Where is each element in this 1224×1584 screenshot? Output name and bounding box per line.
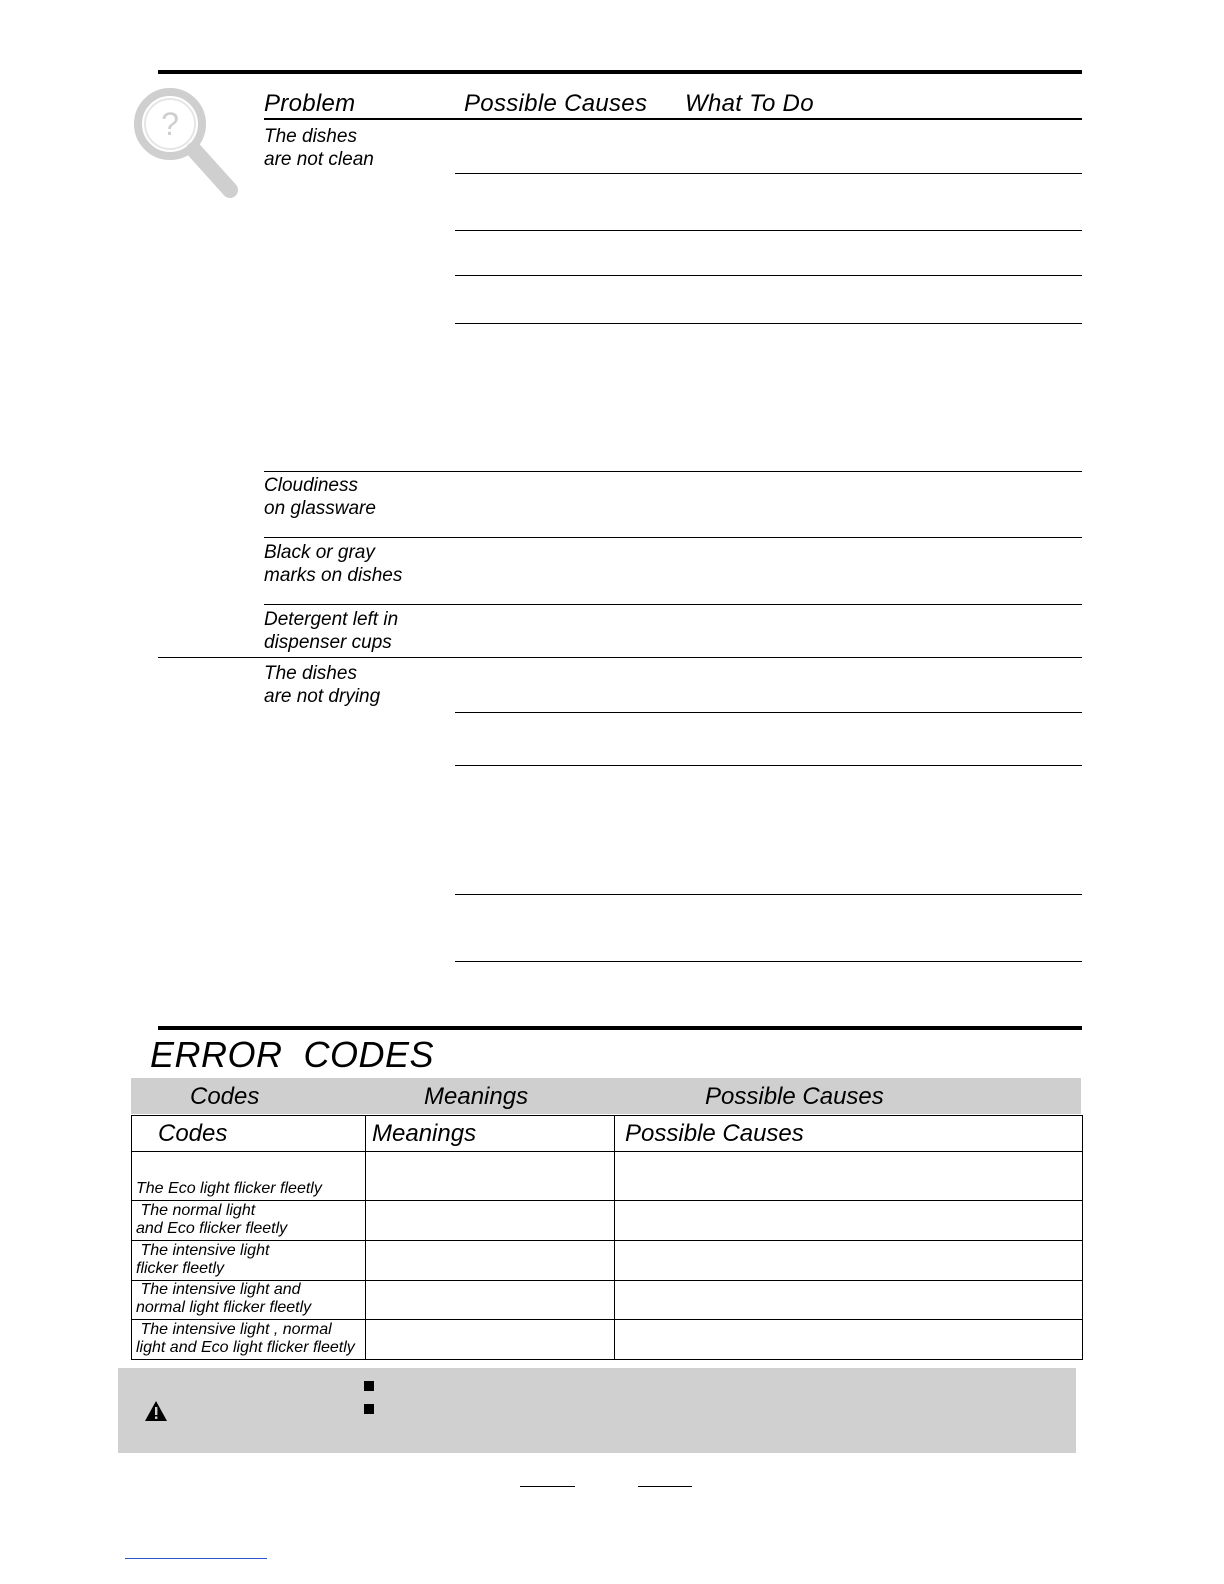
row-divider bbox=[455, 961, 1082, 962]
row-divider bbox=[455, 323, 1082, 324]
meaning-cell bbox=[366, 1320, 615, 1360]
code-cell: The intensive light and normal light flicker fleetly bbox=[132, 1281, 366, 1320]
row-divider bbox=[455, 230, 1082, 231]
table-row bbox=[132, 1320, 1083, 1360]
cause-cell bbox=[615, 1152, 1083, 1201]
top-rule bbox=[158, 70, 1082, 74]
cause-cell bbox=[615, 1201, 1083, 1241]
problem-dishes-not-clean: The dishes are not clean bbox=[264, 126, 374, 170]
error-codes-title: ERROR CODES bbox=[150, 1034, 435, 1075]
meaning-cell bbox=[366, 1152, 615, 1201]
row-divider bbox=[455, 275, 1082, 276]
section-divider bbox=[264, 537, 1082, 538]
row-divider bbox=[455, 712, 1082, 713]
problem-detergent-left: Detergent left in dispenser cups bbox=[264, 609, 399, 653]
code-cell: The normal light and Eco flicker fleetly bbox=[132, 1201, 366, 1241]
row-divider bbox=[455, 894, 1082, 895]
th-causes: Possible Causes bbox=[615, 1116, 1083, 1152]
header-what-to-do: What To Do bbox=[685, 90, 814, 117]
footer-link-rule bbox=[125, 1558, 267, 1559]
section-divider bbox=[264, 471, 1082, 472]
code-cell: The intensive light flicker fleetly bbox=[132, 1241, 366, 1281]
row-divider bbox=[455, 765, 1082, 766]
error-codes-header-band bbox=[131, 1078, 1081, 1114]
meaning-cell bbox=[366, 1201, 615, 1241]
header-underline bbox=[264, 118, 1082, 120]
table-row bbox=[132, 1201, 1083, 1241]
error-codes-rule bbox=[158, 1026, 1082, 1030]
code-cell: The Eco light flicker fleetly bbox=[132, 1152, 366, 1201]
band-header-causes: Possible Causes bbox=[705, 1083, 884, 1110]
band-header-codes: Codes bbox=[190, 1083, 260, 1110]
cause-cell bbox=[615, 1281, 1083, 1320]
error-codes-table bbox=[131, 1115, 1083, 1360]
band-header-meanings: Meanings bbox=[424, 1083, 529, 1110]
section-divider bbox=[264, 604, 1082, 605]
header-problem: Problem bbox=[264, 90, 356, 117]
warning-triangle-icon bbox=[144, 1400, 168, 1422]
table-row bbox=[132, 1281, 1083, 1320]
problem-not-drying: The dishes are not drying bbox=[264, 663, 381, 707]
table-row bbox=[132, 1241, 1083, 1281]
footer-rule bbox=[638, 1486, 692, 1487]
problem-cloudiness: Cloudiness on glassware bbox=[264, 475, 376, 519]
meaning-cell bbox=[366, 1241, 615, 1281]
magnifier-question-icon bbox=[132, 86, 244, 204]
bullet-square bbox=[364, 1404, 374, 1414]
bullet-square bbox=[364, 1381, 374, 1391]
th-meanings: Meanings bbox=[366, 1116, 615, 1152]
problem-black-marks: Black or gray marks on dishes bbox=[264, 542, 403, 586]
warning-box bbox=[118, 1368, 1076, 1453]
section-divider bbox=[158, 657, 1082, 658]
svg-text:?: ? bbox=[161, 106, 179, 142]
table-row bbox=[132, 1152, 1083, 1201]
code-cell: The intensive light , normal light and Eco light flicker fleetly bbox=[132, 1320, 366, 1360]
meaning-cell bbox=[366, 1281, 615, 1320]
header-possible-causes: Possible Causes bbox=[464, 90, 648, 117]
cause-cell bbox=[615, 1241, 1083, 1281]
table-header-row bbox=[132, 1116, 1083, 1152]
cause-cell bbox=[615, 1320, 1083, 1360]
th-codes: Codes bbox=[132, 1116, 366, 1152]
footer-rule bbox=[520, 1486, 575, 1487]
row-divider bbox=[455, 173, 1082, 174]
